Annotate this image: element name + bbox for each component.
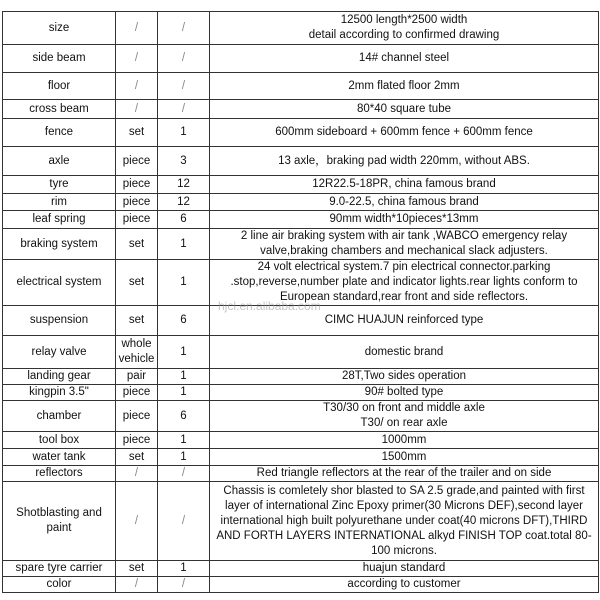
item-cell: chamber xyxy=(3,401,116,432)
item-cell: cross beam xyxy=(3,100,116,119)
specification-cell: 90# bolted type xyxy=(210,385,599,401)
quantity-cell: 1 xyxy=(158,229,210,260)
table-row xyxy=(3,260,599,306)
quantity-cell: 6 xyxy=(158,306,210,336)
unit-cell: pair xyxy=(116,369,158,385)
table-row xyxy=(3,147,599,176)
quantity-cell: / xyxy=(158,12,210,45)
unit-cell: set xyxy=(116,306,158,336)
unit-cell: piece xyxy=(116,432,158,449)
table-row xyxy=(3,369,599,385)
quantity-cell: 12 xyxy=(158,194,210,211)
item-cell: suspension xyxy=(3,306,116,336)
specification-cell: 1000mm xyxy=(210,432,599,449)
specification-cell: CIMC HUAJUN reinforced type xyxy=(210,306,599,336)
watermark: hjcl.en.alibaba.com xyxy=(218,299,321,313)
item-cell: color xyxy=(3,577,116,593)
table-row xyxy=(3,119,599,147)
unit-cell: set xyxy=(116,449,158,466)
table-row xyxy=(3,449,599,466)
table-row xyxy=(3,466,599,482)
unit-cell: / xyxy=(116,45,158,73)
quantity-cell: 1 xyxy=(158,336,210,369)
specification-cell: 80*40 square tube xyxy=(210,100,599,119)
item-cell: axle xyxy=(3,147,116,176)
specification-cell: 9.0-22.5, china famous brand xyxy=(210,194,599,211)
specification-cell: 12500 length*2500 width detail according to confirmed drawing xyxy=(210,12,599,45)
item-cell: floor xyxy=(3,73,116,100)
table-row xyxy=(3,176,599,194)
unit-cell: set xyxy=(116,561,158,577)
unit-cell: piece xyxy=(116,194,158,211)
table-row xyxy=(3,385,599,401)
specification-cell: Chassis is comletely shor blasted to SA 2.5 grade,and painted with first layer of international Zinc Epoxy primer(30 Microns DEF),second layer international high built polyurethane under coat(40 microns DFT),THIRD AND FORTH LAYERS INTERNATIONAL alkyd FINISH TOP coat.total 80-100 microns. xyxy=(210,482,599,561)
unit-cell: / xyxy=(116,482,158,561)
item-cell: electrical system xyxy=(3,260,116,306)
quantity-cell: / xyxy=(158,45,210,73)
table-row xyxy=(3,229,599,260)
item-cell: size xyxy=(3,12,116,45)
unit-cell: piece xyxy=(116,176,158,194)
specification-cell: 13 axle，braking pad width 220mm, without ABS. xyxy=(210,147,599,176)
table-row xyxy=(3,100,599,119)
unit-cell: / xyxy=(116,100,158,119)
quantity-cell: 1 xyxy=(158,260,210,306)
table-row xyxy=(3,482,599,561)
quantity-cell: 1 xyxy=(158,119,210,147)
specification-cell: huajun standard xyxy=(210,561,599,577)
item-cell: spare tyre carrier xyxy=(3,561,116,577)
quantity-cell: / xyxy=(158,100,210,119)
unit-cell: / xyxy=(116,73,158,100)
item-cell: reflectors xyxy=(3,466,116,482)
table-row xyxy=(3,306,599,336)
quantity-cell: 1 xyxy=(158,561,210,577)
table-row xyxy=(3,12,599,45)
table-row xyxy=(3,194,599,211)
quantity-cell: 1 xyxy=(158,432,210,449)
unit-cell: piece xyxy=(116,401,158,432)
quantity-cell: 3 xyxy=(158,147,210,176)
unit-cell: set xyxy=(116,229,158,260)
specification-cell: 14# channel steel xyxy=(210,45,599,73)
item-cell: water tank xyxy=(3,449,116,466)
quantity-cell: / xyxy=(158,466,210,482)
unit-cell: piece xyxy=(116,147,158,176)
table-row xyxy=(3,432,599,449)
spec-table xyxy=(2,11,599,593)
item-cell: landing gear xyxy=(3,369,116,385)
quantity-cell: / xyxy=(158,73,210,100)
unit-cell: / xyxy=(116,577,158,593)
unit-cell: / xyxy=(116,12,158,45)
quantity-cell: 1 xyxy=(158,369,210,385)
unit-cell: piece xyxy=(116,385,158,401)
specification-cell: Red triangle reflectors at the rear of the trailer and on side xyxy=(210,466,599,482)
item-cell: kingpin 3.5" xyxy=(3,385,116,401)
specification-cell: 2mm flated floor 2mm xyxy=(210,73,599,100)
specification-cell: 28T,Two sides operation xyxy=(210,369,599,385)
item-cell: Shotblasting and paint xyxy=(3,482,116,561)
item-cell: rim xyxy=(3,194,116,211)
unit-cell: whole vehicle xyxy=(116,336,158,369)
table-row xyxy=(3,401,599,432)
unit-cell: set xyxy=(116,260,158,306)
item-cell: tyre xyxy=(3,176,116,194)
specification-cell: T30/30 on front and middle axle T30/ on rear axle xyxy=(210,401,599,432)
specification-cell: 24 volt electrical system.7 pin electrical connector.parking .stop,reverse,number plate and indicator lights.rear lights conform to European standard,rear front and side reflectors. xyxy=(210,260,599,306)
specification-cell: domestic brand xyxy=(210,336,599,369)
specification-cell: 2 line air braking system with air tank ,WABCO emergency relay valve,braking chambers and mechanical slack adjusters. xyxy=(210,229,599,260)
quantity-cell: 6 xyxy=(158,211,210,229)
table-row xyxy=(3,45,599,73)
table-row xyxy=(3,577,599,593)
specification-cell: 90mm width*10pieces*13mm xyxy=(210,211,599,229)
item-cell: braking system xyxy=(3,229,116,260)
item-cell: leaf spring xyxy=(3,211,116,229)
item-cell: tool box xyxy=(3,432,116,449)
unit-cell: set xyxy=(116,119,158,147)
item-cell: side beam xyxy=(3,45,116,73)
table-row xyxy=(3,73,599,100)
item-cell: fence xyxy=(3,119,116,147)
specification-cell: 12R22.5-18PR, china famous brand xyxy=(210,176,599,194)
table-row xyxy=(3,211,599,229)
unit-cell: / xyxy=(116,466,158,482)
table-row xyxy=(3,336,599,369)
quantity-cell: / xyxy=(158,577,210,593)
specification-cell: 600mm sideboard + 600mm fence + 600mm fence xyxy=(210,119,599,147)
quantity-cell: / xyxy=(158,482,210,561)
unit-cell: piece xyxy=(116,211,158,229)
quantity-cell: 6 xyxy=(158,401,210,432)
specification-cell: 1500mm xyxy=(210,449,599,466)
quantity-cell: 1 xyxy=(158,385,210,401)
quantity-cell: 1 xyxy=(158,449,210,466)
specification-cell: according to customer xyxy=(210,577,599,593)
item-cell: relay valve xyxy=(3,336,116,369)
table-row xyxy=(3,561,599,577)
quantity-cell: 12 xyxy=(158,176,210,194)
